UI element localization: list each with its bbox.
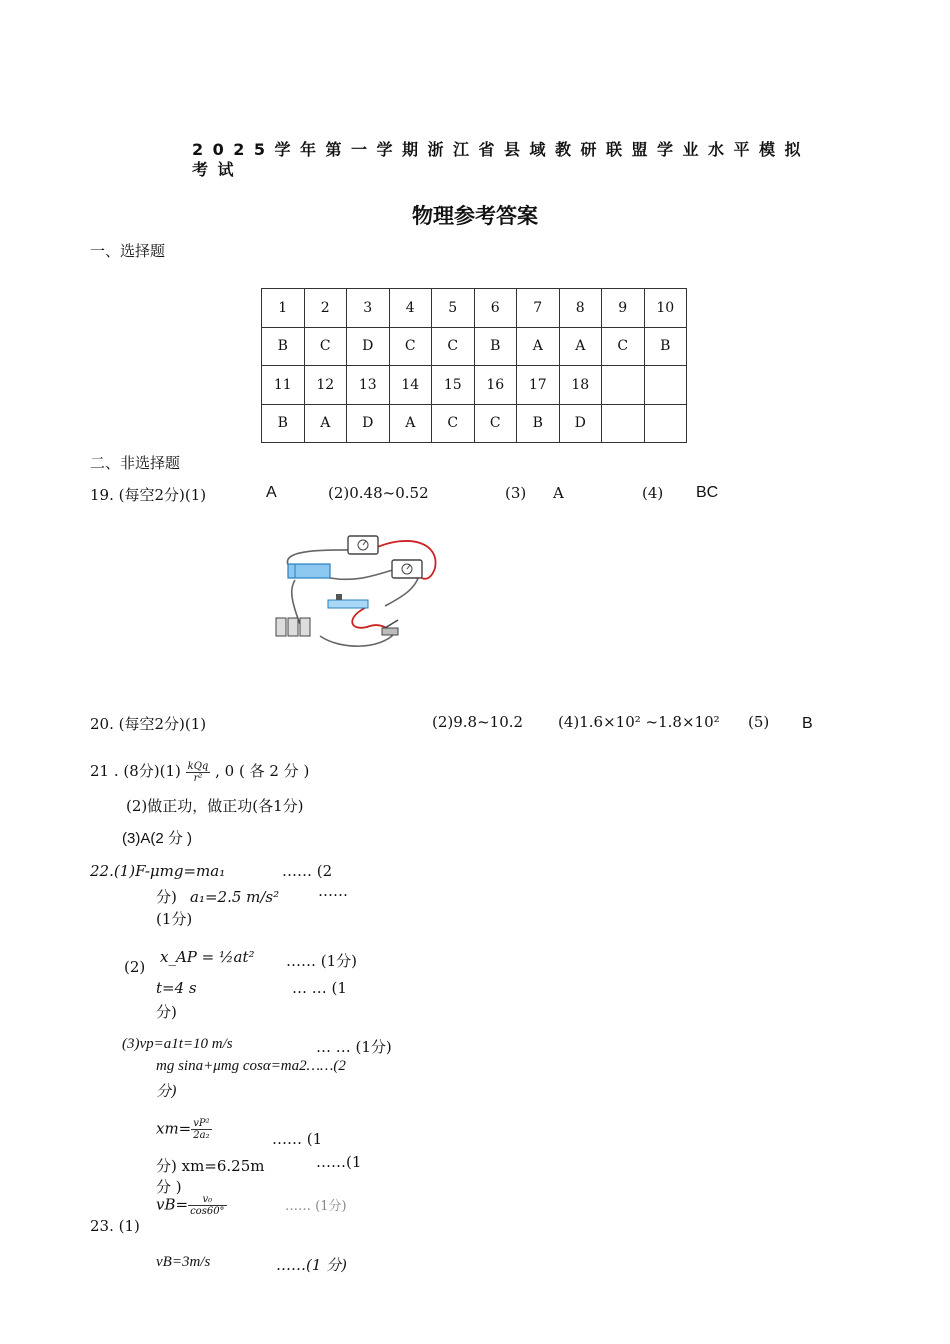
table-cell: D — [347, 327, 390, 366]
ammeter-icon — [348, 536, 378, 554]
table-cell: C — [602, 327, 645, 366]
table-cell: A — [304, 404, 347, 443]
answer-table — [261, 288, 687, 443]
q22-line-3a: (3)vp=a1t=10 m/s — [122, 1036, 233, 1052]
fraction-denominator: 2a₂ — [193, 1130, 210, 1141]
q22-line-3: (1分) — [156, 910, 193, 928]
table-cell — [602, 404, 645, 443]
table-row — [262, 327, 687, 366]
table-row — [262, 366, 687, 405]
q22-line-7: 分 ) — [156, 1178, 182, 1196]
wire — [292, 580, 300, 624]
table-cell: 3 — [347, 289, 390, 328]
wire — [330, 568, 400, 579]
q22-fen: 分) — [156, 1003, 177, 1021]
q22-line-5: 分) — [156, 1082, 177, 1100]
table-cell: C — [474, 404, 517, 443]
fraction-numerator: v₀ — [188, 1194, 226, 1206]
xm-lhs: xm= — [156, 1119, 192, 1138]
q20-part-4: (4)1.6×10² ~1.8×10² — [558, 713, 720, 731]
q21-line-2: (2)做正功，做正功(各1分) — [126, 797, 304, 815]
section-heading-nonchoice: 二、非选择题 — [90, 454, 181, 472]
q19-label: 19. (每空2分)(1) — [90, 486, 207, 504]
table-cell: B — [644, 327, 687, 366]
q22-line-2a: 分) — [156, 888, 177, 906]
table-cell: 10 — [644, 289, 687, 328]
table-cell: B — [517, 404, 560, 443]
document-title: 物理参考答案 — [412, 204, 538, 228]
table-cell: 17 — [517, 366, 560, 405]
table-cell — [644, 404, 687, 443]
table-cell: D — [347, 404, 390, 443]
exam-title: 2025学年第一学期浙江省县域教研联盟学业水平模拟考试 — [192, 140, 811, 179]
table-cell: 1 — [262, 289, 305, 328]
q20-part-2: (2)9.8~10.2 — [432, 713, 524, 731]
q22-line-4: mg sina+μmg cosα=ma2……(2 — [156, 1058, 346, 1074]
fraction-numerator: vP² — [193, 1118, 210, 1129]
q22-part-2: (2) — [124, 958, 146, 976]
table-cell: 7 — [517, 289, 560, 328]
table-cell: 8 — [559, 289, 602, 328]
table-cell: B — [262, 327, 305, 366]
q22-dots-4: …… (1 — [272, 1130, 323, 1148]
q19-answer-3: A — [553, 484, 564, 502]
table-cell: 4 — [389, 289, 432, 328]
q19-answer-1: A — [266, 484, 277, 501]
table-cell: C — [432, 404, 475, 443]
table-cell: 6 — [474, 289, 517, 328]
table-cell: 14 — [389, 366, 432, 405]
q21-line-3: (3)A(2 分 ) — [122, 830, 193, 847]
q23-line-1a: vB=3m/s — [156, 1254, 211, 1270]
q20-answer-5: B — [802, 715, 813, 732]
table-cell: A — [559, 327, 602, 366]
fraction-denominator: r² — [193, 772, 203, 784]
q22-line-2c: …… — [318, 882, 348, 900]
table-cell: 15 — [432, 366, 475, 405]
table-cell: 18 — [559, 366, 602, 405]
table-cell: 13 — [347, 366, 390, 405]
q22-line-6a: 分) xm=6.25m — [156, 1157, 265, 1175]
table-cell: C — [304, 327, 347, 366]
q22-line-1a: 22.(1)F-μmg=ma₁ — [90, 862, 226, 880]
table-cell: D — [559, 404, 602, 443]
q22-line-6b: ……(1 — [316, 1153, 362, 1171]
q19-part-2: (2)0.48~0.52 — [328, 484, 429, 502]
fraction-numerator: kQq — [187, 760, 209, 772]
voltmeter-icon — [392, 560, 422, 578]
q22-eq-xap: x_AP = ½at² — [160, 948, 255, 966]
battery-icon — [276, 618, 310, 636]
q19-part-3: (3) — [505, 484, 527, 502]
table-cell: 2 — [304, 289, 347, 328]
table-cell — [602, 366, 645, 405]
q19-answer-4: BC — [696, 484, 719, 501]
q22-dots-5: …… (1分) — [285, 1199, 347, 1214]
q22-line-3b: … … (1分) — [316, 1038, 392, 1056]
q19-part-4: (4) — [642, 484, 664, 502]
table-cell: B — [474, 327, 517, 366]
q22-line-1b: …… (2 — [282, 862, 333, 880]
table-cell: 11 — [262, 366, 305, 405]
q20-label: 20. (每空2分)(1) — [90, 715, 207, 733]
q22-vb-eq — [156, 1194, 227, 1217]
q22-dots-3: … … (1 — [292, 979, 347, 997]
q22-xm-eq — [156, 1118, 212, 1141]
q21-line-1 — [90, 760, 309, 784]
q23-line-1b: ……(1 分) — [276, 1256, 348, 1274]
fraction — [188, 1194, 226, 1217]
q21-label: 21 . (8分)(1) — [90, 762, 181, 780]
table-row — [262, 289, 687, 328]
table-cell: 16 — [474, 366, 517, 405]
switch-icon — [382, 620, 398, 635]
q20-part-5: (5) — [748, 713, 770, 731]
section-heading-choice: 一、选择题 — [90, 242, 166, 260]
table-cell — [644, 366, 687, 405]
table-cell: B — [262, 404, 305, 443]
table-cell: A — [389, 404, 432, 443]
fraction-denominator: cos60° — [190, 1206, 225, 1217]
q22-t: t=4 s — [156, 979, 197, 997]
table-cell: C — [389, 327, 432, 366]
q22-line-2b: a₁=2.5 m/s² — [190, 888, 280, 906]
fraction — [186, 761, 211, 784]
q21-rest: , 0 ( 各 2 分 ) — [215, 762, 310, 780]
table-cell: 9 — [602, 289, 645, 328]
rheostat-icon — [328, 594, 368, 608]
vb-lhs: vB= — [156, 1195, 189, 1214]
table-cell: 12 — [304, 366, 347, 405]
table-cell: C — [432, 327, 475, 366]
q23-label: 23. (1) — [90, 1217, 140, 1235]
fraction — [191, 1118, 211, 1141]
circuit-diagram — [270, 528, 450, 653]
q22-dots-2: …… (1分) — [286, 952, 358, 970]
resistor-block-icon — [288, 564, 330, 578]
table-row — [262, 404, 687, 443]
table-cell: 5 — [432, 289, 475, 328]
table-cell: A — [517, 327, 560, 366]
